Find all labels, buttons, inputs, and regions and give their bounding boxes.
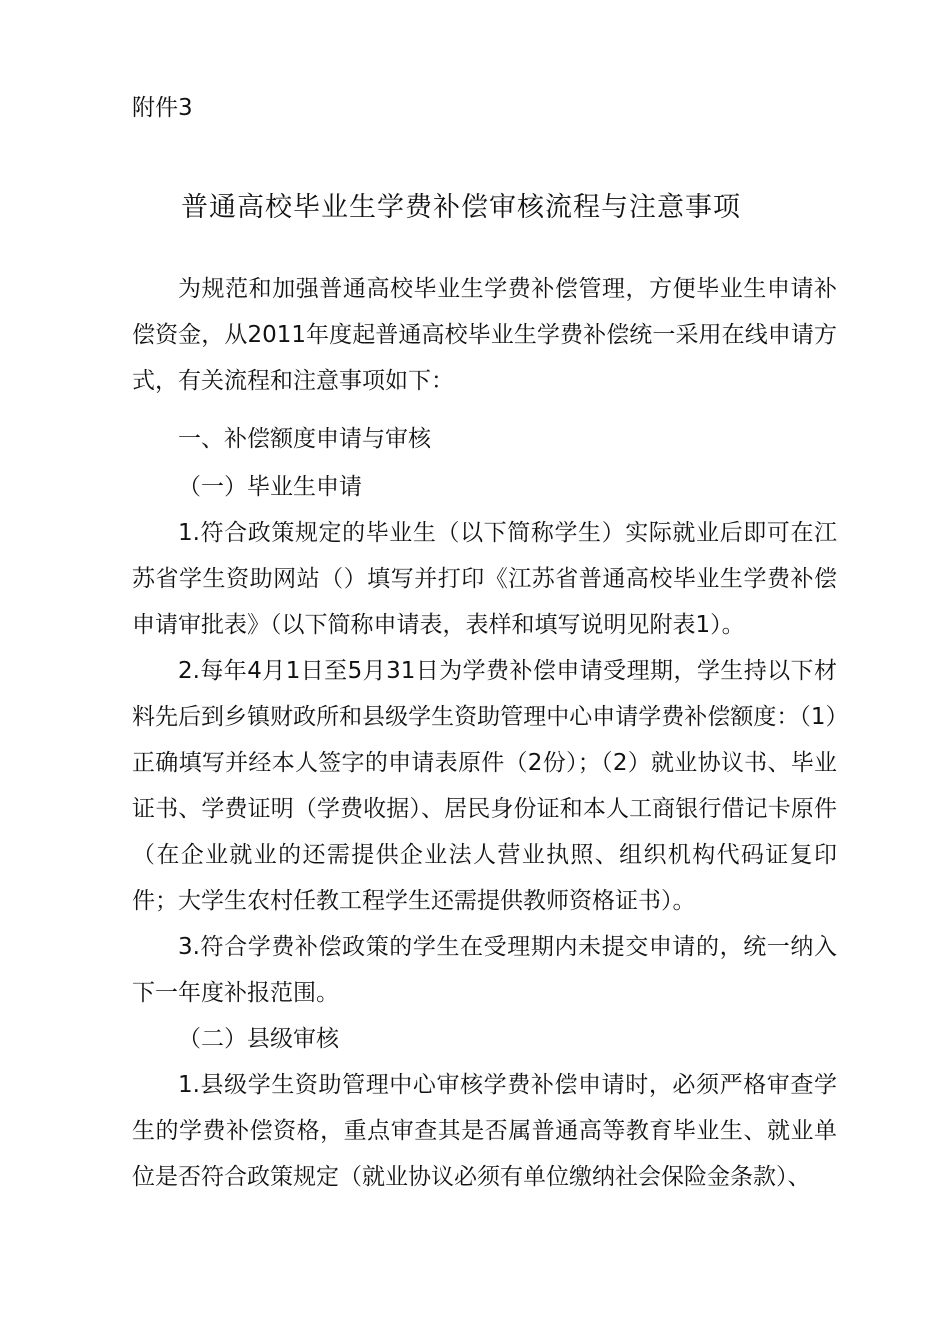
paragraph-item-1: 1.符合政策规定的毕业生（以下简称学生）实际就业后即可在江苏省学生资助网站（）填写并打印《江苏省普通高校毕业生学费补偿申请审批表》（以下简称申请表，表样和填写说明见附表1）。: [132, 520, 837, 638]
paragraph-item-2: 2.每年4月1日至5月31日为学费补偿申请受理期，学生持以下材料先后到乡镇财政所和县级学生资助管理中心申请学费补偿额度：（1）正确填写并经本人签字的申请表原件（2份）；（2）就业协议书、毕业证书、学费证明（学费收据）、居民身份证和本人工商银行借记卡原件（在企业就业的还需提供企业法人营业执照、组织机构代码证复印件；大学生农村任教工程学生还需提供教师资格证书）。: [132, 658, 837, 914]
attachment-label: 附件3: [132, 95, 193, 121]
section-heading-1: 一、补偿额度申请与审核: [178, 426, 431, 452]
document-body: [132, 266, 837, 1200]
paragraph-item-3: 3.符合学费补偿政策的学生在受理期内未提交申请的，统一纳入下一年度补报范围。: [132, 934, 837, 1006]
paragraph-item-4: 1.县级学生资助管理中心审核学费补偿申请时，必须严格审查学生的学费补偿资格，重点审查其是否属普通高等教育毕业生、就业单位是否符合政策规定（就业协议必须有单位缴纳社会保险金条款）、: [132, 1072, 837, 1190]
document-title: 普通高校毕业生学费补偿审核流程与注意事项: [181, 192, 741, 223]
paragraph-intro: 为规范和加强普通高校毕业生学费补偿管理，方便毕业生申请补偿资金，从2011年度起普通高校毕业生学费补偿统一采用在线申请方式，有关流程和注意事项如下：: [132, 276, 837, 394]
subsection-heading-1: （一）毕业生申请: [178, 474, 362, 500]
subsection-heading-2: （二）县级审核: [178, 1026, 339, 1052]
